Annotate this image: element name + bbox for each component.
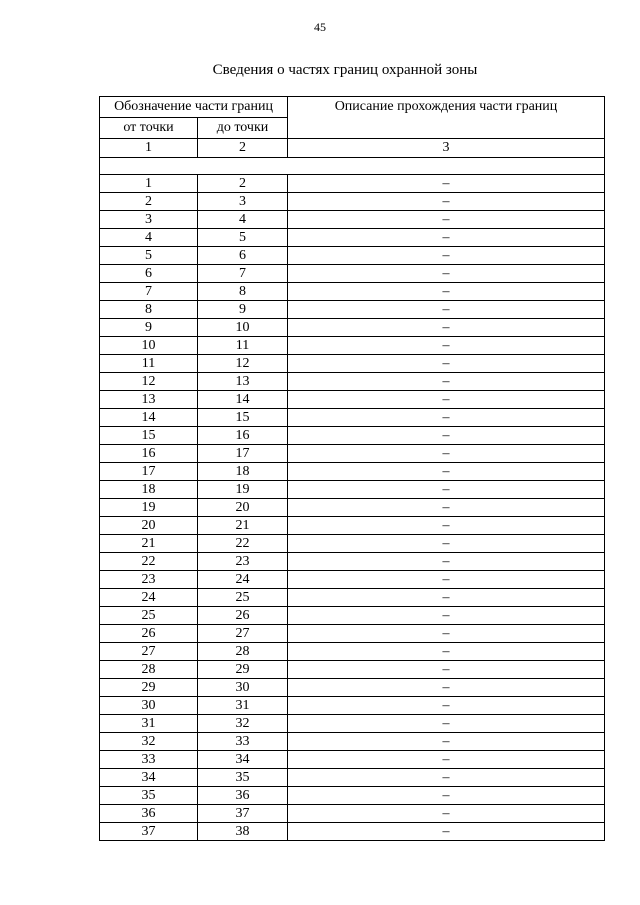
description-cell: –	[288, 499, 605, 517]
table-row	[100, 715, 605, 733]
description-cell: –	[288, 463, 605, 481]
from-point-cell: 22	[100, 553, 198, 571]
table-row	[100, 301, 605, 319]
from-point-cell: 29	[100, 679, 198, 697]
description-cell: –	[288, 427, 605, 445]
to-point-cell: 26	[198, 607, 288, 625]
page-number: 45	[314, 20, 326, 34]
description-cell: –	[288, 607, 605, 625]
from-point-cell: 34	[100, 769, 198, 787]
to-point-cell: 25	[198, 589, 288, 607]
to-point-cell: 16	[198, 427, 288, 445]
table-row	[100, 661, 605, 679]
to-point-header: до точки	[198, 118, 288, 139]
from-point-cell: 20	[100, 517, 198, 535]
to-point-cell: 14	[198, 391, 288, 409]
description-cell: –	[288, 517, 605, 535]
from-point-cell: 13	[100, 391, 198, 409]
to-point-cell: 31	[198, 697, 288, 715]
table-row	[100, 463, 605, 481]
from-point-cell: 16	[100, 445, 198, 463]
table-row	[100, 571, 605, 589]
description-cell: –	[288, 193, 605, 211]
description-header: Описание прохождения части границ	[288, 97, 605, 139]
description-cell: –	[288, 751, 605, 769]
description-cell: –	[288, 301, 605, 319]
table-row	[100, 229, 605, 247]
to-point-cell: 33	[198, 733, 288, 751]
to-point-cell: 15	[198, 409, 288, 427]
from-point-cell: 35	[100, 787, 198, 805]
from-point-cell: 5	[100, 247, 198, 265]
table-row	[100, 175, 605, 193]
table-row	[100, 607, 605, 625]
description-cell: –	[288, 535, 605, 553]
from-point-cell: 21	[100, 535, 198, 553]
to-point-cell: 6	[198, 247, 288, 265]
table-row	[100, 787, 605, 805]
from-point-cell: 8	[100, 301, 198, 319]
to-point-cell: 8	[198, 283, 288, 301]
to-point-cell: 35	[198, 769, 288, 787]
to-point-cell: 34	[198, 751, 288, 769]
to-point-cell: 4	[198, 211, 288, 229]
from-point-cell: 14	[100, 409, 198, 427]
description-cell: –	[288, 409, 605, 427]
from-point-cell: 26	[100, 625, 198, 643]
table-row	[100, 193, 605, 211]
from-point-cell: 6	[100, 265, 198, 283]
table-row	[100, 805, 605, 823]
to-point-cell: 38	[198, 823, 288, 841]
table-row	[100, 247, 605, 265]
to-point-cell: 18	[198, 463, 288, 481]
description-cell: –	[288, 391, 605, 409]
description-cell: –	[288, 571, 605, 589]
from-point-cell: 37	[100, 823, 198, 841]
table-row	[100, 427, 605, 445]
from-point-cell: 28	[100, 661, 198, 679]
table-row	[100, 355, 605, 373]
to-point-cell: 7	[198, 265, 288, 283]
table-row	[100, 769, 605, 787]
description-cell: –	[288, 211, 605, 229]
description-cell: –	[288, 553, 605, 571]
description-cell: –	[288, 373, 605, 391]
description-cell: –	[288, 769, 605, 787]
page-title: Сведения о частях границ охранной зоны	[212, 62, 478, 78]
table-row	[100, 823, 605, 841]
to-point-cell: 13	[198, 373, 288, 391]
table-row	[100, 319, 605, 337]
description-cell: –	[288, 661, 605, 679]
from-point-cell: 24	[100, 589, 198, 607]
table-row	[100, 265, 605, 283]
to-point-cell: 37	[198, 805, 288, 823]
to-point-cell: 3	[198, 193, 288, 211]
from-point-cell: 15	[100, 427, 198, 445]
table-row	[100, 697, 605, 715]
table-row	[100, 409, 605, 427]
table-row	[100, 481, 605, 499]
description-cell: –	[288, 589, 605, 607]
description-cell: –	[288, 679, 605, 697]
from-point-cell: 7	[100, 283, 198, 301]
table-row	[100, 373, 605, 391]
from-point-cell: 32	[100, 733, 198, 751]
description-cell: –	[288, 229, 605, 247]
from-point-cell: 25	[100, 607, 198, 625]
column-number: 1	[100, 139, 198, 158]
table-row	[100, 211, 605, 229]
table-row	[100, 391, 605, 409]
table-row	[100, 445, 605, 463]
table-row	[100, 733, 605, 751]
description-cell: –	[288, 715, 605, 733]
table-row	[100, 553, 605, 571]
from-point-cell: 3	[100, 211, 198, 229]
from-point-cell: 12	[100, 373, 198, 391]
to-point-cell: 29	[198, 661, 288, 679]
to-point-cell: 21	[198, 517, 288, 535]
to-point-cell: 12	[198, 355, 288, 373]
to-point-cell: 9	[198, 301, 288, 319]
description-cell: –	[288, 175, 605, 193]
description-cell: –	[288, 733, 605, 751]
from-point-cell: 4	[100, 229, 198, 247]
boundary-parts-table	[99, 96, 605, 841]
table-row	[100, 589, 605, 607]
from-point-cell: 11	[100, 355, 198, 373]
description-cell: –	[288, 823, 605, 841]
from-point-cell: 10	[100, 337, 198, 355]
empty-separator-row	[100, 158, 605, 175]
from-point-cell: 31	[100, 715, 198, 733]
to-point-cell: 36	[198, 787, 288, 805]
from-point-cell: 18	[100, 481, 198, 499]
description-cell: –	[288, 697, 605, 715]
to-point-cell: 28	[198, 643, 288, 661]
table-body	[100, 175, 605, 841]
description-cell: –	[288, 481, 605, 499]
to-point-cell: 10	[198, 319, 288, 337]
to-point-cell: 19	[198, 481, 288, 499]
table-row	[100, 499, 605, 517]
table-row	[100, 517, 605, 535]
description-cell: –	[288, 319, 605, 337]
to-point-cell: 5	[198, 229, 288, 247]
table-row	[100, 283, 605, 301]
column-number: 2	[198, 139, 288, 158]
description-cell: –	[288, 805, 605, 823]
description-cell: –	[288, 355, 605, 373]
from-point-cell: 36	[100, 805, 198, 823]
description-cell: –	[288, 445, 605, 463]
from-point-cell: 19	[100, 499, 198, 517]
column-number: 3	[288, 139, 605, 158]
to-point-cell: 30	[198, 679, 288, 697]
table-row	[100, 643, 605, 661]
from-point-cell: 17	[100, 463, 198, 481]
to-point-cell: 2	[198, 175, 288, 193]
to-point-cell: 11	[198, 337, 288, 355]
designation-header: Обозначение части границ	[100, 97, 288, 118]
from-point-cell: 2	[100, 193, 198, 211]
table-row	[100, 751, 605, 769]
table-row	[100, 625, 605, 643]
to-point-cell: 23	[198, 553, 288, 571]
description-cell: –	[288, 337, 605, 355]
from-point-cell: 33	[100, 751, 198, 769]
description-cell: –	[288, 247, 605, 265]
table-row	[100, 679, 605, 697]
to-point-cell: 20	[198, 499, 288, 517]
description-cell: –	[288, 625, 605, 643]
to-point-cell: 24	[198, 571, 288, 589]
to-point-cell: 22	[198, 535, 288, 553]
from-point-header: от точки	[100, 118, 198, 139]
description-cell: –	[288, 265, 605, 283]
from-point-cell: 23	[100, 571, 198, 589]
to-point-cell: 17	[198, 445, 288, 463]
to-point-cell: 32	[198, 715, 288, 733]
from-point-cell: 1	[100, 175, 198, 193]
description-cell: –	[288, 283, 605, 301]
table-row	[100, 535, 605, 553]
description-cell: –	[288, 643, 605, 661]
to-point-cell: 27	[198, 625, 288, 643]
from-point-cell: 30	[100, 697, 198, 715]
description-cell: –	[288, 787, 605, 805]
from-point-cell: 27	[100, 643, 198, 661]
from-point-cell: 9	[100, 319, 198, 337]
table-row	[100, 337, 605, 355]
